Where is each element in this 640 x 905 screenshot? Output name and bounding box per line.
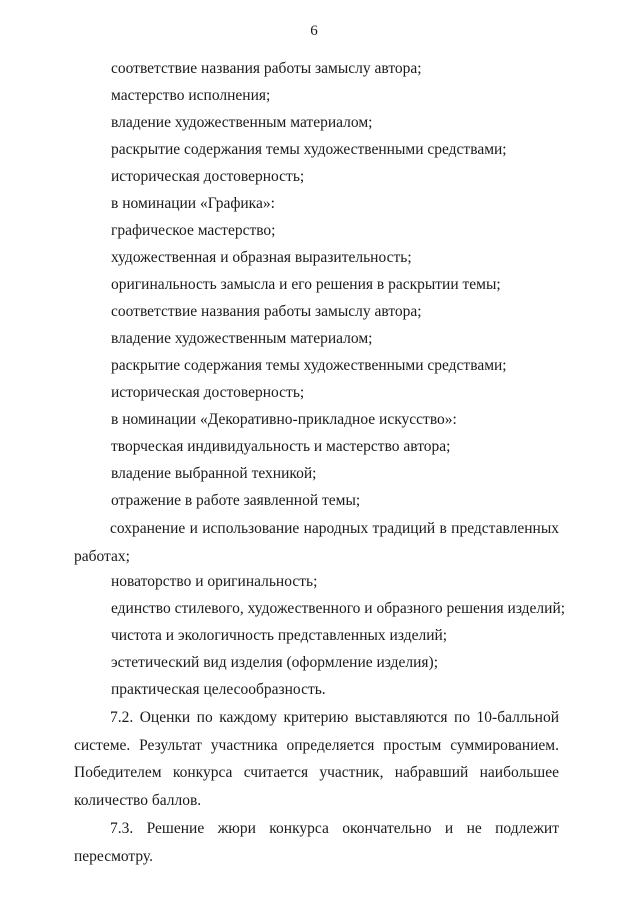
paragraph-7-3: 7.3. Решение жюри конкурса окончательно и не подлежит пересмотру.: [74, 820, 559, 865]
criterion-line: творческая индивидуальность и мастерство автора;: [111, 438, 451, 455]
criterion-line: соответствие названия работы замыслу автора;: [111, 60, 422, 77]
criterion-line: мастерство исполнения;: [111, 87, 271, 104]
criterion-line: владение художественным материалом;: [111, 114, 373, 131]
page-number: 6: [310, 23, 318, 39]
criterion-line: художественная и образная выразительность;: [111, 249, 412, 266]
criterion-line: чистота и экологичность представленных изделий;: [111, 627, 448, 644]
criterion-line: владение художественным материалом;: [111, 330, 373, 347]
criterion-line: графическое мастерство;: [111, 222, 276, 239]
nomination-heading: в номинации «Графика»:: [111, 195, 275, 212]
criterion-line: оригинальность замысла и его решения в раскрытии темы;: [111, 276, 501, 293]
criterion-line: новаторство и оригинальность;: [111, 573, 318, 590]
criterion-line: раскрытие содержания темы художественными средствами;: [111, 357, 507, 374]
criterion-line: историческая достоверность;: [111, 384, 305, 401]
criterion-line: эстетический вид изделия (оформление изделия);: [111, 654, 439, 671]
traditions-paragraph: сохранение и использование народных традиций в представленных работах;: [74, 520, 559, 565]
criterion-line: раскрытие содержания темы художественными средствами;: [111, 141, 507, 158]
nomination-heading: в номинации «Декоративно-прикладное искусство»:: [111, 411, 457, 428]
criterion-line: единство стилевого, художественного и образного решения изделий;: [111, 600, 566, 617]
criterion-line: историческая достоверность;: [111, 168, 305, 185]
paragraph-7-2: 7.2. Оценки по каждому критерию выставляются по 10-балльной системе. Результат участника определяется простым суммированием. Победителем конкурса считается участник, набравший наибольшее количество баллов.: [74, 709, 559, 809]
criterion-line: практическая целесообразность.: [111, 681, 326, 698]
criterion-line: отражение в работе заявленной темы;: [111, 492, 361, 509]
criterion-line: владение выбранной техникой;: [111, 465, 317, 482]
criterion-line: соответствие названия работы замыслу автора;: [111, 303, 422, 320]
